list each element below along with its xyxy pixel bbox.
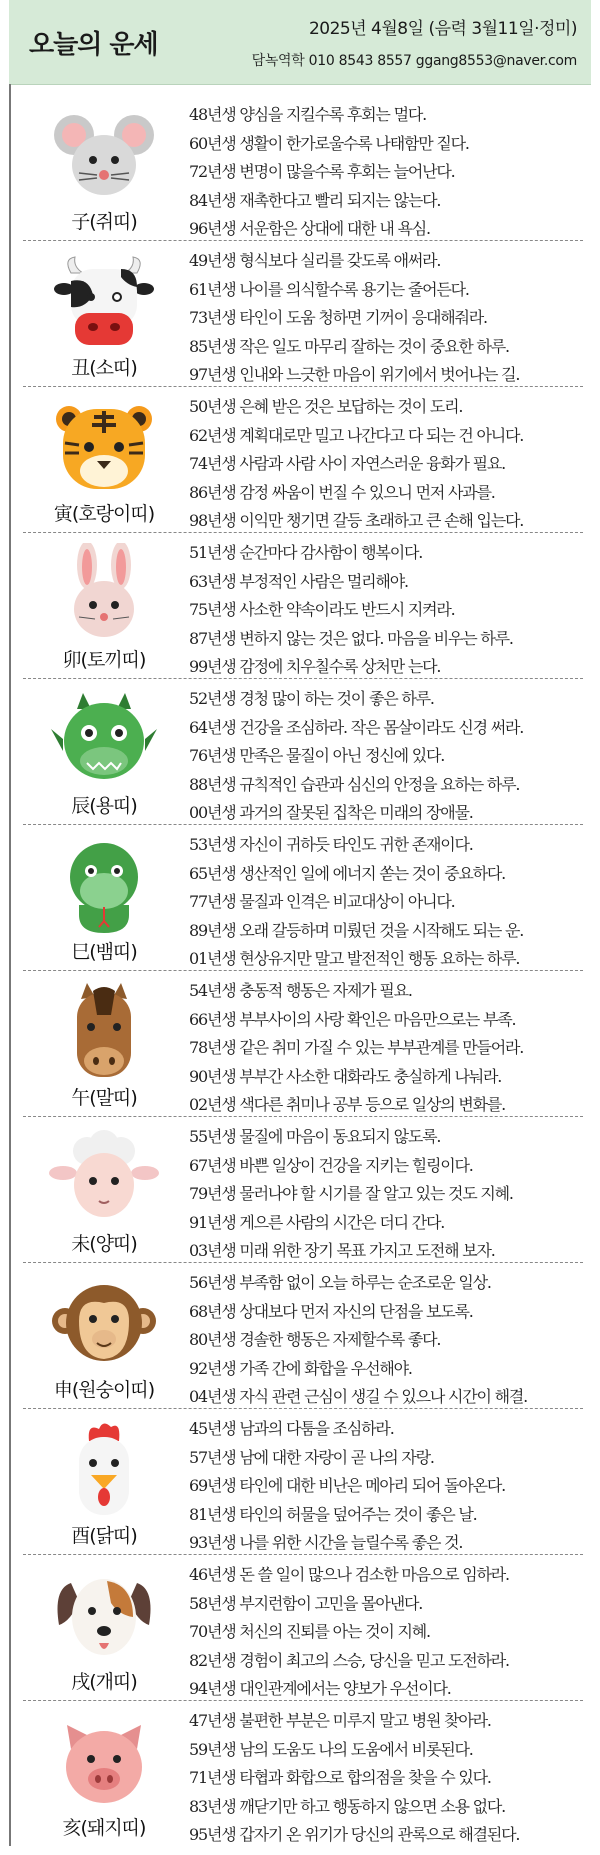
sheep-icon [49, 1127, 159, 1227]
zodiac-section-rooster [9, 1409, 591, 1555]
monkey-icon [49, 1273, 159, 1373]
fortune-line: 98년생 이익만 챙기면 갈등 초래하고 큰 손해 입는다. [189, 511, 524, 530]
zodiac-label: 午(말띠) [71, 1087, 137, 1109]
header [9, 0, 591, 85]
zodiac-label: 卯(토끼띠) [62, 649, 146, 671]
fortune-line: 79년생 물러나야 할 시기를 잘 알고 있는 것도 지혜. [189, 1184, 513, 1203]
zodiac-label: 丑(소띠) [71, 357, 137, 379]
fortune-line: 74년생 사람과 사람 사이 자연스러운 융화가 필요. [189, 454, 506, 473]
fortune-line: 55년생 물질에 마음이 동요되지 않도록. [189, 1127, 441, 1146]
zodiac-section-sheep [9, 1117, 591, 1263]
zodiac-label: 申(원숭이띠) [53, 1379, 155, 1401]
horse-icon [49, 981, 159, 1081]
fortune-line: 82년생 경험이 최고의 스승, 당신을 믿고 도전하라. [189, 1650, 509, 1670]
fortune-line: 03년생 미래 위한 장기 목표 가지고 도전해 보자. [189, 1241, 495, 1260]
fortune-line: 93년생 나를 위한 시간을 늘릴수록 좋은 것. [189, 1533, 463, 1552]
fortune-line: 69년생 타인에 대한 비난은 메아리 되어 돌아온다. [189, 1476, 506, 1495]
fortune-line: 63년생 부정적인 사람은 멀리해야. [189, 571, 408, 591]
rat-icon [49, 105, 159, 205]
zodiac-section-horse [9, 971, 591, 1117]
fortune-line: 88년생 규칙적인 습관과 심신의 안정을 요하는 하루. [189, 774, 520, 794]
fortune-line: 46년생 돈 쓸 일이 많으나 검소한 마음으로 임하라. [189, 1565, 509, 1584]
fortune-line: 87년생 변하지 않는 것은 없다. 마음을 비우는 하루. [189, 628, 513, 648]
fortune-line: 02년생 색다른 취미나 공부 등으로 일상의 변화를. [189, 1095, 506, 1114]
date-text: 2025년 4월8일 (음력 3월11일·정미) [308, 19, 577, 39]
fortune-line: 95년생 갑자기 온 위기가 당신의 관록으로 해결된다. [189, 1825, 520, 1844]
fortune-line: 96년생 서운함은 상대에 대한 내 욕심. [189, 219, 430, 238]
fortune-line: 76년생 만족은 물질이 아닌 정신에 있다. [189, 746, 445, 765]
fortune-line: 81년생 타인의 허물을 덮어주는 것이 좋은 날. [189, 1504, 477, 1524]
fortune-line: 00년생 과거의 잘못된 집착은 미래의 장애물. [189, 803, 473, 822]
zodiac-label: 酉(닭띠) [71, 1525, 137, 1547]
zodiac-section-dragon [9, 679, 591, 825]
fortune-line: 62년생 계획대로만 밀고 나간다고 다 되는 건 아니다. [189, 425, 524, 445]
fortune-line: 51년생 순간마다 감사함이 행복이다. [189, 543, 423, 562]
fortune-line: 67년생 바쁜 일상이 건강을 지키는 힐링이다. [189, 1155, 473, 1175]
zodiac-label: 巳(뱀띠) [71, 941, 137, 963]
snake-icon [49, 835, 159, 935]
zodiac-section-snake [9, 825, 591, 971]
fortune-line: 59년생 남의 도움도 나의 도움에서 비롯된다. [189, 1739, 473, 1759]
fortune-line: 71년생 타협과 화합으로 합의점을 찾을 수 있다. [189, 1768, 491, 1787]
fortune-line: 04년생 자식 관련 근심이 생길 수 있으나 시간이 해결. [189, 1387, 528, 1406]
fortune-line: 68년생 상대보다 먼저 자신의 단점을 보도록. [189, 1301, 473, 1321]
zodiac-section-rat [9, 95, 591, 241]
dragon-icon [49, 689, 159, 789]
fortune-line: 52년생 경청 많이 하는 것이 좋은 하루. [189, 689, 434, 708]
fortune-line: 45년생 남과의 다툼을 조심하라. [189, 1419, 394, 1438]
fortune-line: 97년생 인내와 느긋한 마음이 위기에서 벗어나는 길. [189, 365, 520, 384]
zodiac-label: 亥(돼지띠) [62, 1817, 146, 1839]
fortune-line: 54년생 충동적 행동은 자제가 필요. [189, 981, 412, 1000]
fortune-line: 56년생 부족함 없이 오늘 하루는 순조로운 일상. [189, 1273, 491, 1292]
fortune-line: 57년생 남에 대한 자랑이 곧 나의 자랑. [189, 1447, 434, 1467]
fortune-line: 80년생 경솔한 행동은 자제할수록 좋다. [189, 1330, 441, 1349]
tiger-icon [49, 397, 159, 497]
zodiac-label: 寅(호랑이띠) [53, 503, 155, 525]
fortune-line: 65년생 생산적인 일에 에너지 쏟는 것이 중요하다. [189, 863, 506, 883]
fortune-line: 47년생 불편한 부분은 미루지 말고 병원 찾아라. [189, 1711, 491, 1730]
zodiac-label: 子(쥐띠) [71, 211, 137, 233]
fortune-line: 92년생 가족 간에 화합을 우선해야. [189, 1358, 412, 1378]
fortune-line: 84년생 재촉한다고 빨리 되지는 않는다. [189, 190, 441, 210]
zodiac-label: 未(양띠) [71, 1233, 137, 1255]
fortune-line: 64년생 건강을 조심하라. 작은 몸살이라도 신경 써라. [189, 717, 524, 737]
rooster-icon [49, 1419, 159, 1519]
contact-text: 담녹역학 010 8543 8557 ggang8553@naver.com [251, 53, 577, 69]
dog-icon [49, 1565, 159, 1665]
fortune-line: 83년생 깨닫기만 하고 행동하지 않으면 소용 없다. [189, 1796, 506, 1816]
fortune-line: 60년생 생활이 한가로울수록 나태함만 짙다. [189, 133, 469, 153]
fortune-line: 48년생 양심을 지킬수록 후회는 멀다. [189, 105, 426, 124]
fortune-line: 61년생 나이를 의식할수록 용기는 줄어든다. [189, 279, 469, 299]
fortune-line: 72년생 변명이 많을수록 후회는 늘어난다. [189, 162, 455, 181]
fortune-line: 75년생 사소한 약속이라도 반드시 지켜라. [189, 600, 455, 619]
fortune-line: 94년생 대인관계에서는 양보가 우선이다. [189, 1679, 451, 1698]
rabbit-icon [49, 543, 159, 643]
page-title: 오늘의 운세 [29, 30, 158, 60]
fortune-line: 86년생 감정 싸움이 번질 수 있으니 먼저 사과를. [189, 482, 495, 502]
zodiac-label: 戌(개띠) [71, 1671, 137, 1693]
fortune-line: 89년생 오래 갈등하며 미뤘던 것을 시작해도 되는 운. [189, 920, 524, 940]
zodiac-section-tiger [9, 387, 591, 533]
fortune-line: 99년생 감정에 치우칠수록 상처만 는다. [189, 657, 441, 676]
pig-icon [49, 1711, 159, 1811]
fortune-line: 73년생 타인이 도움 청하면 기꺼이 응대해줘라. [189, 308, 487, 327]
zodiac-section-pig [9, 1701, 591, 1847]
zodiac-section-monkey [9, 1263, 591, 1409]
zodiac-label: 辰(용띠) [71, 795, 137, 817]
fortune-line: 58년생 부지런함이 고민을 몰아낸다. [189, 1593, 423, 1613]
fortune-line: 77년생 물질과 인격은 비교대상이 아니다. [189, 892, 455, 911]
fortune-line: 53년생 자신이 귀하듯 타인도 귀한 존재이다. [189, 835, 473, 854]
fortune-line: 49년생 형식보다 실리를 갖도록 애써라. [189, 251, 441, 270]
fortune-line: 90년생 부부간 사소한 대화라도 충실하게 나눠라. [189, 1066, 502, 1086]
fortune-line: 78년생 같은 취미 가질 수 있는 부부관계를 만들어라. [189, 1038, 524, 1057]
fortune-line: 01년생 현상유지만 말고 발전적인 행동 요하는 하루. [189, 949, 520, 968]
zodiac-section-rabbit [9, 533, 591, 679]
fortune-line: 66년생 부부사이의 사랑 확인은 마음만으로는 부족. [189, 1009, 516, 1029]
zodiac-section-ox [9, 241, 591, 387]
zodiac-section-dog [9, 1555, 591, 1701]
fortune-line: 91년생 게으른 사람의 시간은 더디 간다. [189, 1212, 445, 1232]
fortune-line: 50년생 은혜 받은 것은 보답하는 것이 도리. [189, 397, 463, 416]
fortune-line: 70년생 처신의 진퇴를 아는 것이 지혜. [189, 1622, 430, 1641]
ox-icon [49, 251, 159, 351]
fortune-line: 85년생 작은 일도 마무리 잘하는 것이 중요한 하루. [189, 336, 509, 356]
